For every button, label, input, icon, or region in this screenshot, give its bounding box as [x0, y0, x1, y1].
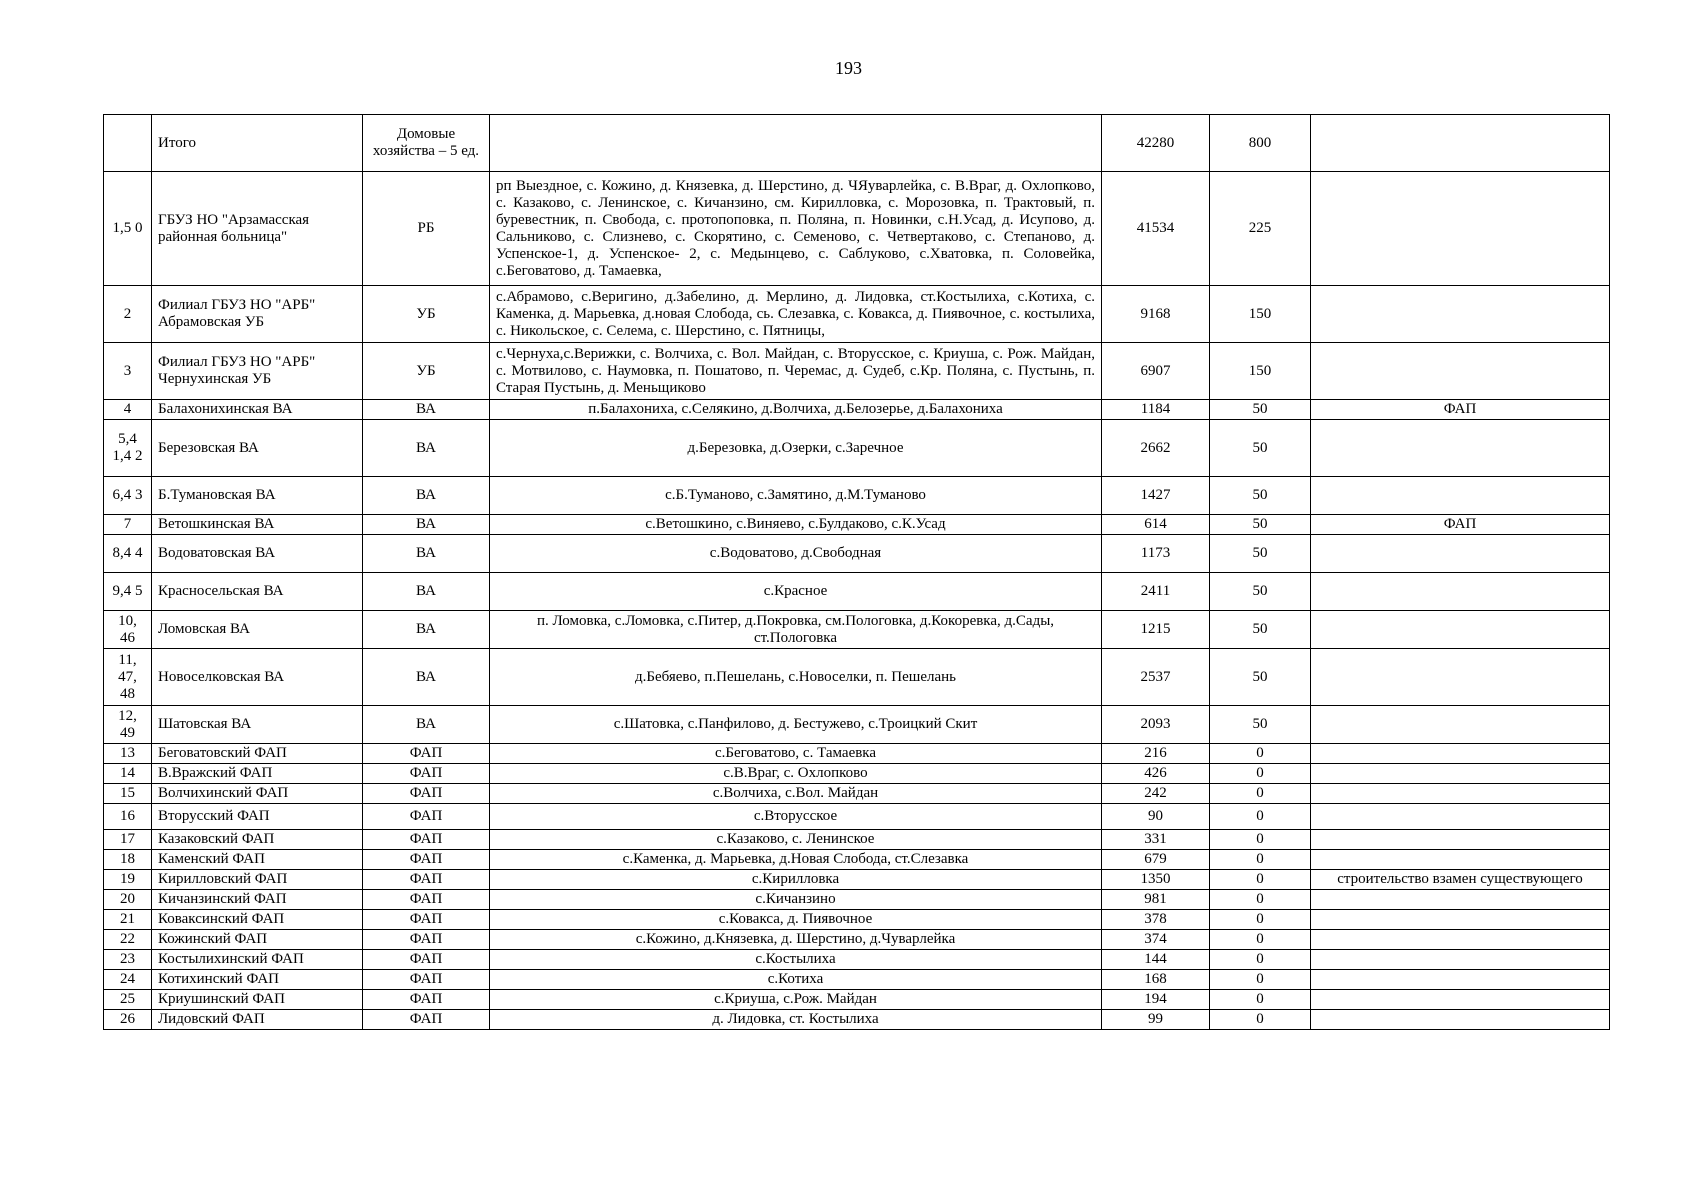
row-number-cell: 20	[104, 890, 152, 910]
row-number-cell: 21	[104, 910, 152, 930]
table-row	[104, 890, 1610, 910]
row-number-cell: 13	[104, 744, 152, 764]
capacity-cell: 225	[1210, 172, 1311, 286]
facility-type-cell: ФАП	[363, 930, 490, 950]
note-cell	[1311, 910, 1610, 930]
note-cell: строительство взамен существующего	[1311, 870, 1610, 890]
facility-name-cell: Волчихинский ФАП	[152, 784, 363, 804]
population-cell: 2093	[1102, 706, 1210, 744]
capacity-cell: 50	[1210, 515, 1311, 535]
facility-type-cell: ВА	[363, 400, 490, 420]
facility-name-cell: В.Вражский ФАП	[152, 764, 363, 784]
table-row	[104, 784, 1610, 804]
row-number-cell: 6,4 3	[104, 477, 152, 515]
facility-name-cell: Криушинский ФАП	[152, 990, 363, 1010]
facility-name-cell: Б.Тумановская ВА	[152, 477, 363, 515]
table-row	[104, 477, 1610, 515]
row-number-cell: 25	[104, 990, 152, 1010]
capacity-cell: 0	[1210, 930, 1311, 950]
settlements-cell: с.Ветошкино, с.Виняево, с.Булдаково, с.К.Усад	[490, 515, 1102, 535]
population-cell: 216	[1102, 744, 1210, 764]
facility-type-cell: ФАП	[363, 950, 490, 970]
table-row	[104, 830, 1610, 850]
settlements-cell: с.Казаково, с. Ленинское	[490, 830, 1102, 850]
capacity-cell: 0	[1210, 744, 1311, 764]
settlements-cell: с.Волчиха, с.Вол. Майдан	[490, 784, 1102, 804]
note-cell	[1311, 115, 1610, 172]
table-row	[104, 990, 1610, 1010]
facility-name-cell: ГБУЗ НО "Арзамасская районная больница"	[152, 172, 363, 286]
note-cell	[1311, 804, 1610, 830]
note-cell	[1311, 990, 1610, 1010]
settlements-cell: с.В.Враг, с. Охлопково	[490, 764, 1102, 784]
table-row	[104, 950, 1610, 970]
settlements-cell: с.Кирилловка	[490, 870, 1102, 890]
capacity-cell: 150	[1210, 286, 1311, 343]
facility-type-cell: ВА	[363, 515, 490, 535]
table-row	[104, 706, 1610, 744]
settlements-cell: с.Б.Туманово, с.Замятино, д.М.Туманово	[490, 477, 1102, 515]
facility-name-cell: Кичанзинский ФАП	[152, 890, 363, 910]
capacity-cell: 50	[1210, 420, 1311, 477]
settlements-cell: д.Бебяево, п.Пешелань, с.Новоселки, п. Пешелань	[490, 649, 1102, 706]
capacity-cell: 50	[1210, 573, 1311, 611]
note-cell	[1311, 764, 1610, 784]
table-row	[104, 649, 1610, 706]
capacity-cell: 0	[1210, 950, 1311, 970]
facility-name-cell: Новоселковская ВА	[152, 649, 363, 706]
row-number-cell: 12, 49	[104, 706, 152, 744]
table-row	[104, 870, 1610, 890]
population-cell: 9168	[1102, 286, 1210, 343]
facility-type-cell: ВА	[363, 649, 490, 706]
page-number: 193	[835, 58, 862, 78]
facility-type-cell: ВА	[363, 706, 490, 744]
table-row	[104, 172, 1610, 286]
table-row	[104, 910, 1610, 930]
table-row	[104, 970, 1610, 990]
note-cell	[1311, 172, 1610, 286]
population-cell: 1215	[1102, 611, 1210, 649]
settlements-cell: с.Красное	[490, 573, 1102, 611]
settlements-cell: с.Беговатово, с. Тамаевка	[490, 744, 1102, 764]
capacity-cell: 0	[1210, 850, 1311, 870]
facility-name-cell: Шатовская ВА	[152, 706, 363, 744]
settlements-cell: с.Кожино, д.Князевка, д. Шерстино, д.Чуварлейка	[490, 930, 1102, 950]
facility-type-cell: ФАП	[363, 764, 490, 784]
settlements-cell: п.Балахониха, с.Селякино, д.Волчиха, д.Белозерье, д.Балахониха	[490, 400, 1102, 420]
row-number-cell: 4	[104, 400, 152, 420]
capacity-cell: 0	[1210, 1010, 1311, 1030]
capacity-cell: 50	[1210, 611, 1311, 649]
population-cell: 6907	[1102, 343, 1210, 400]
facility-name-cell: Балахонихинская ВА	[152, 400, 363, 420]
settlements-cell: с.Ковакса, д. Пиявочное	[490, 910, 1102, 930]
facility-type-cell: ФАП	[363, 970, 490, 990]
capacity-cell: 50	[1210, 400, 1311, 420]
capacity-cell: 0	[1210, 890, 1311, 910]
facility-name-cell: Ветошкинская ВА	[152, 515, 363, 535]
population-cell: 374	[1102, 930, 1210, 950]
table-row	[104, 535, 1610, 573]
facility-name-cell: Водоватовская ВА	[152, 535, 363, 573]
facility-type-cell: ФАП	[363, 870, 490, 890]
facility-type-cell: ФАП	[363, 850, 490, 870]
table-row	[104, 1010, 1610, 1030]
row-number-cell: 11, 47, 48	[104, 649, 152, 706]
capacity-cell: 0	[1210, 990, 1311, 1010]
population-cell: 1173	[1102, 535, 1210, 573]
capacity-cell: 50	[1210, 649, 1311, 706]
population-cell: 679	[1102, 850, 1210, 870]
row-number-cell: 5,4 1,4 2	[104, 420, 152, 477]
facility-type-cell: ВА	[363, 535, 490, 573]
note-cell: ФАП	[1311, 400, 1610, 420]
facility-type-cell: Домовые хозяйства – 5 ед.	[363, 115, 490, 172]
row-number-cell: 3	[104, 343, 152, 400]
row-number-cell: 15	[104, 784, 152, 804]
note-cell	[1311, 611, 1610, 649]
population-cell: 194	[1102, 990, 1210, 1010]
facility-name-cell: Беговатовский ФАП	[152, 744, 363, 764]
settlements-cell: д. Лидовка, ст. Костылиха	[490, 1010, 1102, 1030]
note-cell: ФАП	[1311, 515, 1610, 535]
note-cell	[1311, 649, 1610, 706]
facility-name-cell: Красносельская ВА	[152, 573, 363, 611]
facility-type-cell: ФАП	[363, 784, 490, 804]
capacity-cell: 0	[1210, 764, 1311, 784]
note-cell	[1311, 930, 1610, 950]
facility-name-cell: Коваксинский ФАП	[152, 910, 363, 930]
capacity-cell: 0	[1210, 784, 1311, 804]
facility-type-cell: ФАП	[363, 744, 490, 764]
population-cell: 378	[1102, 910, 1210, 930]
population-cell: 981	[1102, 890, 1210, 910]
row-number-cell: 22	[104, 930, 152, 950]
facility-type-cell: ФАП	[363, 990, 490, 1010]
note-cell	[1311, 850, 1610, 870]
capacity-cell: 0	[1210, 830, 1311, 850]
capacity-cell: 0	[1210, 804, 1311, 830]
note-cell	[1311, 286, 1610, 343]
facility-name-cell: Березовская ВА	[152, 420, 363, 477]
population-cell: 2662	[1102, 420, 1210, 477]
row-number-cell: 23	[104, 950, 152, 970]
population-cell: 331	[1102, 830, 1210, 850]
row-number-cell	[104, 115, 152, 172]
settlements-cell: с.Каменка, д. Марьевка, д.Новая Слобода, ст.Слезавка	[490, 850, 1102, 870]
facility-type-cell: ВА	[363, 477, 490, 515]
facility-name-cell: Кожинский ФАП	[152, 930, 363, 950]
note-cell	[1311, 420, 1610, 477]
population-cell: 242	[1102, 784, 1210, 804]
population-cell: 168	[1102, 970, 1210, 990]
table-row	[104, 611, 1610, 649]
settlements-cell: с.Абрамово, с.Веригино, д.Забелино, д. Мерлино, д. Лидовка, ст.Костылиха, с.Котиха, с. Каменка, д. Марьевка, д.новая Слобода, сь. Слезавка, с. Ковакса, д. Пиявочное, с. костылиха, с. Никольское, с. Селема, с. Шерстино, с. Пятницы,	[490, 286, 1102, 343]
row-number-cell: 24	[104, 970, 152, 990]
note-cell	[1311, 477, 1610, 515]
table-row	[104, 764, 1610, 784]
facility-type-cell: УБ	[363, 343, 490, 400]
facility-name-cell: Костылихинский ФАП	[152, 950, 363, 970]
capacity-cell: 50	[1210, 706, 1311, 744]
settlements-cell: с.Костылиха	[490, 950, 1102, 970]
capacity-cell: 0	[1210, 970, 1311, 990]
population-cell: 2537	[1102, 649, 1210, 706]
population-cell: 41534	[1102, 172, 1210, 286]
table-row	[104, 930, 1610, 950]
note-cell	[1311, 784, 1610, 804]
settlements-cell: с.Вторусское	[490, 804, 1102, 830]
row-number-cell: 16	[104, 804, 152, 830]
table-row	[104, 420, 1610, 477]
row-number-cell: 2	[104, 286, 152, 343]
population-cell: 1184	[1102, 400, 1210, 420]
row-number-cell: 7	[104, 515, 152, 535]
note-cell	[1311, 1010, 1610, 1030]
population-cell: 1350	[1102, 870, 1210, 890]
capacity-cell: 800	[1210, 115, 1311, 172]
capacity-cell: 0	[1210, 870, 1311, 890]
row-number-cell: 10, 46	[104, 611, 152, 649]
note-cell	[1311, 830, 1610, 850]
population-cell: 144	[1102, 950, 1210, 970]
facility-name-cell: Каменский ФАП	[152, 850, 363, 870]
settlements-cell: с.Котиха	[490, 970, 1102, 990]
settlements-cell: с.Криуша, с.Рож. Майдан	[490, 990, 1102, 1010]
facility-name-cell: Филиал ГБУЗ НО "АРБ" Абрамовская УБ	[152, 286, 363, 343]
population-cell: 99	[1102, 1010, 1210, 1030]
facility-name-cell: Вторусский ФАП	[152, 804, 363, 830]
row-number-cell: 9,4 5	[104, 573, 152, 611]
table-row	[104, 343, 1610, 400]
note-cell	[1311, 950, 1610, 970]
settlements-cell: с.Кичанзино	[490, 890, 1102, 910]
facility-name-cell: Ломовская ВА	[152, 611, 363, 649]
facility-type-cell: ФАП	[363, 830, 490, 850]
row-number-cell: 19	[104, 870, 152, 890]
settlements-cell: с.Чернуха,с.Верижки, с. Волчиха, с. Вол. Майдан, с. Вторусское, с. Криуша, с. Рож. Майдан, с. Мотвилово, с. Наумовка, п. Пошатово, п. Черемас, д. Судеб, с.Кр. Поляна, с. Пустынь, п. Старая Пустынь, д. Меньщиково	[490, 343, 1102, 400]
note-cell	[1311, 706, 1610, 744]
population-cell: 2411	[1102, 573, 1210, 611]
population-cell: 42280	[1102, 115, 1210, 172]
population-cell: 426	[1102, 764, 1210, 784]
table-row	[104, 286, 1610, 343]
settlements-cell: п. Ломовка, с.Ломовка, с.Питер, д.Покровка, см.Пологовка, д.Кокоревка, д.Сады, ст.Пологовка	[490, 611, 1102, 649]
population-cell: 90	[1102, 804, 1210, 830]
facility-name-cell: Филиал ГБУЗ НО "АРБ" Чернухинская УБ	[152, 343, 363, 400]
facility-name-cell: Котихинский ФАП	[152, 970, 363, 990]
settlements-cell: с.Водоватово, д.Свободная	[490, 535, 1102, 573]
table-row	[104, 515, 1610, 535]
facility-name-cell: Итого	[152, 115, 363, 172]
settlements-cell: д.Березовка, д.Озерки, с.Заречное	[490, 420, 1102, 477]
facility-type-cell: ВА	[363, 573, 490, 611]
facilities-table	[103, 114, 1610, 1030]
facility-type-cell: РБ	[363, 172, 490, 286]
settlements-cell: рп Выездное, с. Кожино, д. Князевка, д. Шерстино, д. ЧЯуварлейка, с. В.Враг, д. Охлопково, с. Казаково, с. Ленинское, с. Кичанзино, см. Кирилловка, с. Морозовка, п. Трактовый, п. буревестник, п. Свобода, с. протопоповка, п. Поляна, п. Новинки, с.Н.Усад, д. Исупово, д. Сальниково, с. Слизнево, с. Скорятино, с. Семеново, с. Четвертаково, с. Степаново, д. Успенское-1, д. Успенское- 2, с. Медынцево, с. Саблуково, с.Хватовка, п. Соловейка, с.Беговатово, д. Тамаевка,	[490, 172, 1102, 286]
settlements-cell	[490, 115, 1102, 172]
row-number-cell: 17	[104, 830, 152, 850]
note-cell	[1311, 343, 1610, 400]
facility-type-cell: ВА	[363, 420, 490, 477]
population-cell: 614	[1102, 515, 1210, 535]
table-row	[104, 115, 1610, 172]
capacity-cell: 50	[1210, 535, 1311, 573]
facility-type-cell: ФАП	[363, 890, 490, 910]
population-cell: 1427	[1102, 477, 1210, 515]
facility-type-cell: УБ	[363, 286, 490, 343]
table-row	[104, 744, 1610, 764]
facility-type-cell: ВА	[363, 611, 490, 649]
row-number-cell: 14	[104, 764, 152, 784]
row-number-cell: 26	[104, 1010, 152, 1030]
table-body	[104, 115, 1610, 1030]
capacity-cell: 150	[1210, 343, 1311, 400]
facility-type-cell: ФАП	[363, 1010, 490, 1030]
table-row	[104, 804, 1610, 830]
note-cell	[1311, 535, 1610, 573]
facility-type-cell: ФАП	[363, 804, 490, 830]
note-cell	[1311, 744, 1610, 764]
row-number-cell: 18	[104, 850, 152, 870]
facility-name-cell: Лидовский ФАП	[152, 1010, 363, 1030]
capacity-cell: 50	[1210, 477, 1311, 515]
facility-name-cell: Казаковский ФАП	[152, 830, 363, 850]
note-cell	[1311, 970, 1610, 990]
capacity-cell: 0	[1210, 910, 1311, 930]
note-cell	[1311, 573, 1610, 611]
table-row	[104, 850, 1610, 870]
row-number-cell: 8,4 4	[104, 535, 152, 573]
settlements-cell: с.Шатовка, с.Панфилово, д. Бестужево, с.Троицкий Скит	[490, 706, 1102, 744]
facility-type-cell: ФАП	[363, 910, 490, 930]
note-cell	[1311, 890, 1610, 910]
row-number-cell: 1,5 0	[104, 172, 152, 286]
table-row	[104, 573, 1610, 611]
table-row	[104, 400, 1610, 420]
facility-name-cell: Кирилловский ФАП	[152, 870, 363, 890]
